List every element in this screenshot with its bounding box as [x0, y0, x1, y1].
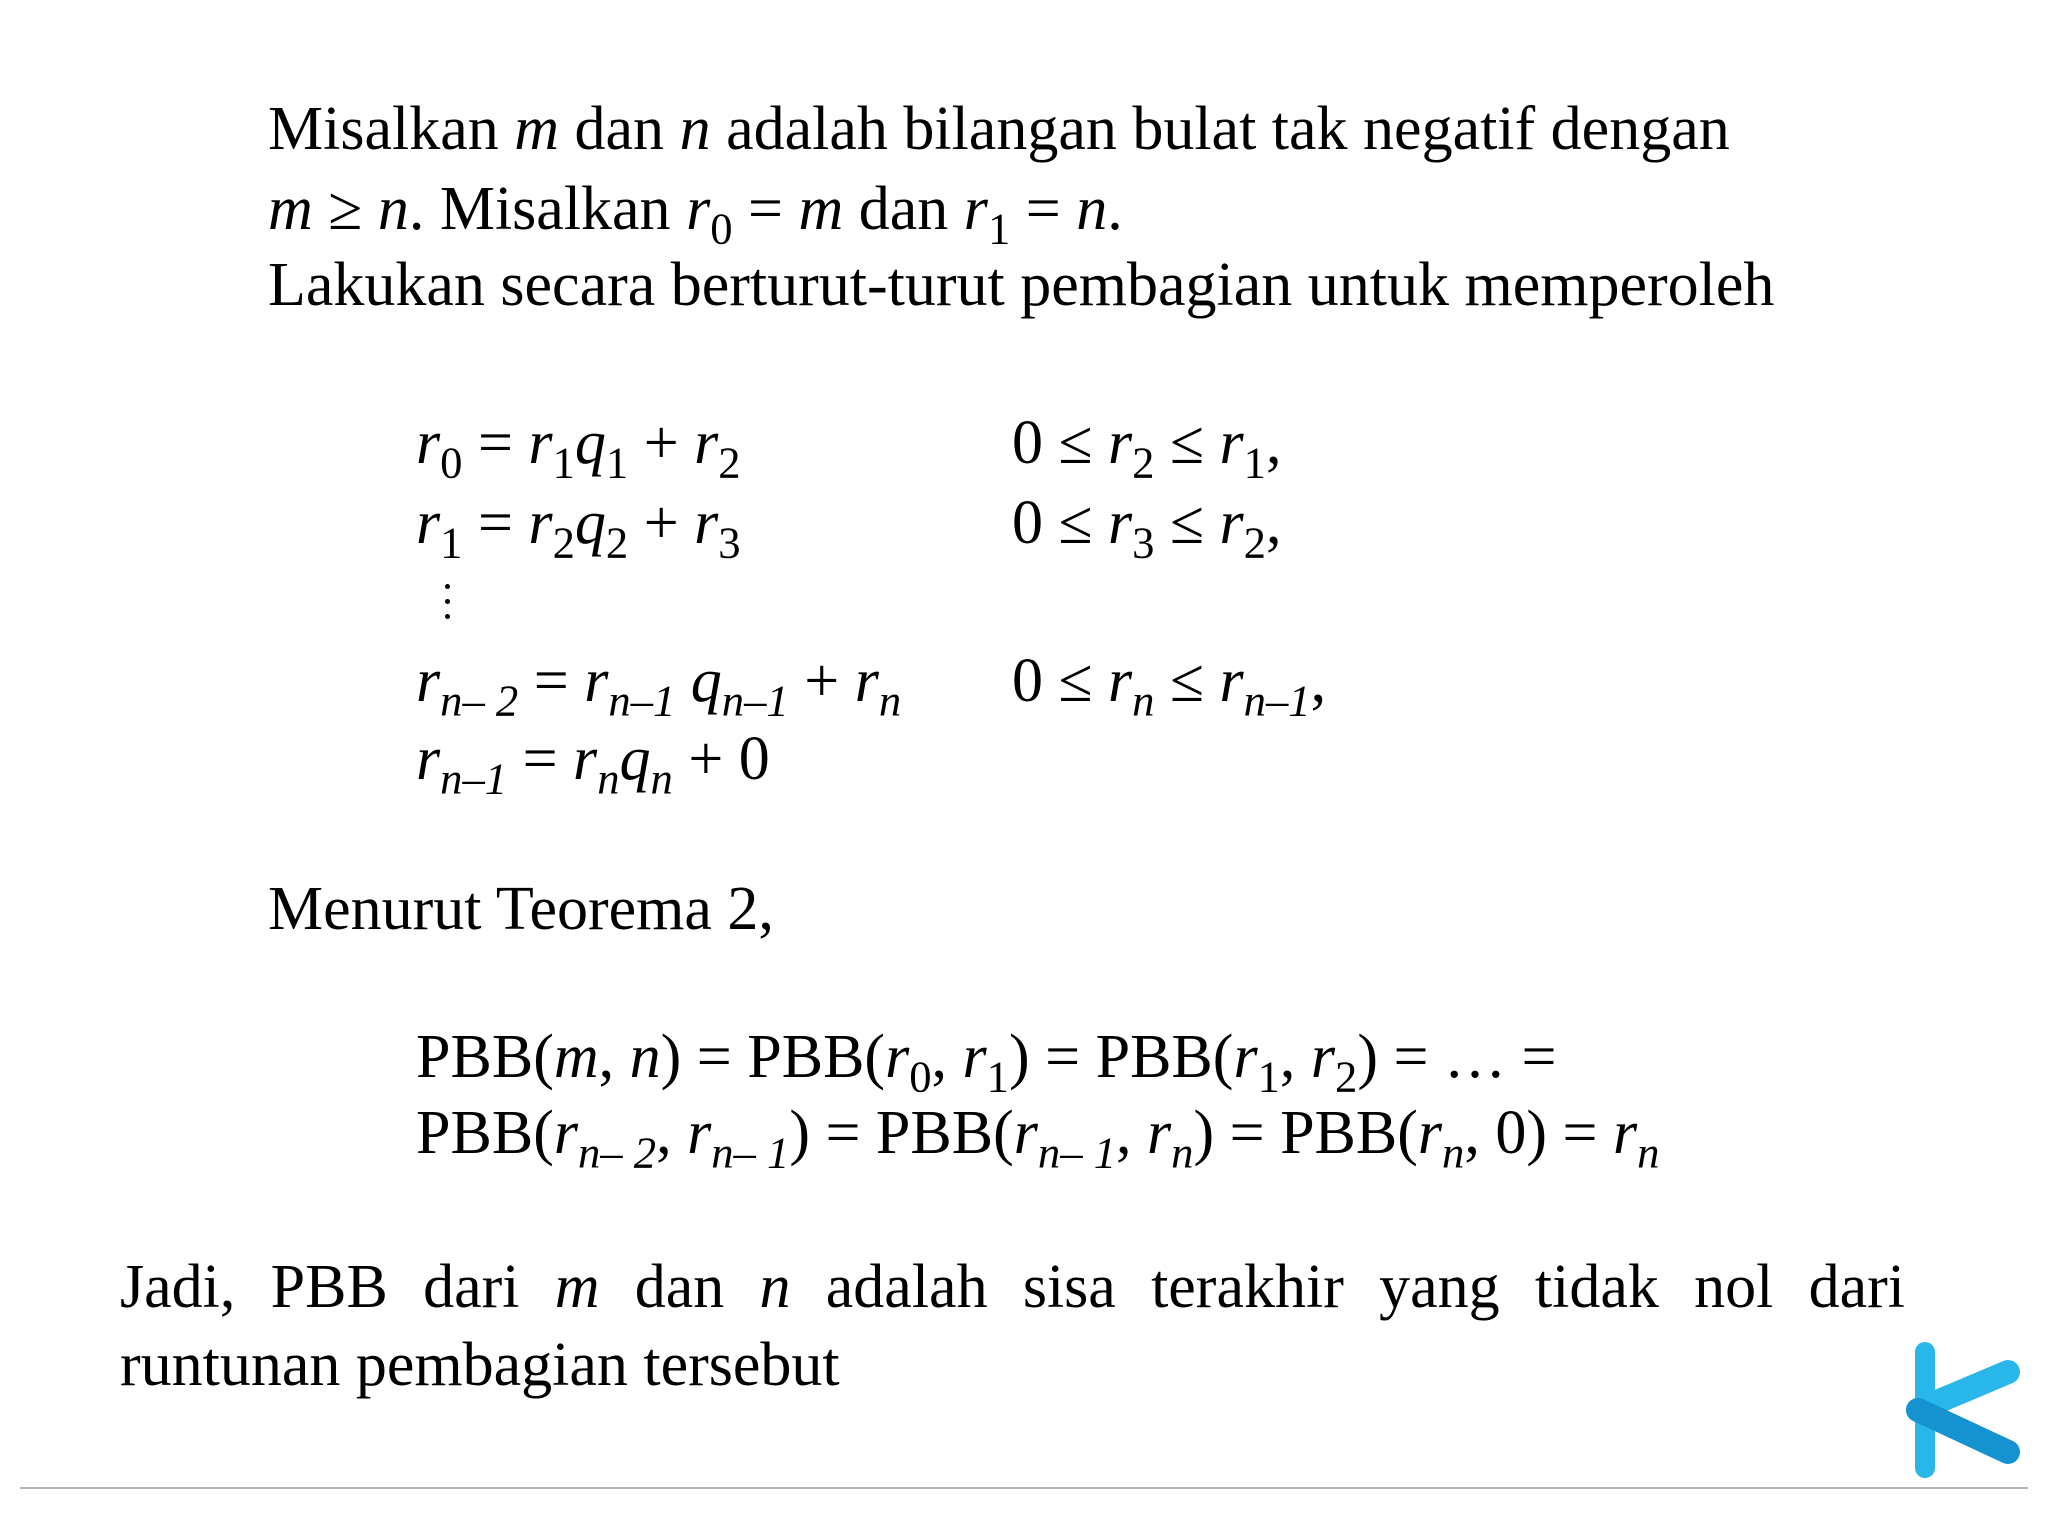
var-r: r	[885, 1023, 910, 1091]
word: yang	[1379, 1253, 1500, 1321]
subscript: n– 1	[1037, 1127, 1116, 1178]
word: sisa	[1022, 1253, 1116, 1321]
text: , 0) =	[1464, 1099, 1613, 1167]
text: 0 ≤	[1012, 409, 1109, 477]
var-r: r	[1219, 489, 1244, 557]
subscript: 1	[1257, 1051, 1280, 1102]
var-r: r	[1233, 1023, 1258, 1091]
text: ) = … =	[1357, 1023, 1557, 1091]
subscript: n	[1442, 1127, 1465, 1178]
equation-n-minus-1	[416, 725, 770, 804]
condition-n-minus-2	[1012, 647, 1327, 726]
condition-2	[1012, 489, 1282, 568]
var-r: r	[694, 409, 719, 477]
word: terakhir	[1151, 1253, 1344, 1321]
subscript: n	[1637, 1127, 1660, 1178]
word: dan	[634, 1253, 725, 1321]
conclusion-line-1	[120, 1248, 1905, 1326]
pbb-line-2	[416, 1099, 1660, 1178]
subscript: 2	[605, 517, 629, 568]
text: ,	[931, 1023, 963, 1091]
var-r: r	[553, 1099, 578, 1167]
text: ,	[1310, 647, 1327, 715]
equals: =	[462, 409, 529, 477]
subscript: n–1	[608, 675, 676, 726]
var-n: n	[629, 1023, 661, 1091]
subscript: 0	[909, 1051, 932, 1102]
leq-symbol: ≤	[1154, 647, 1220, 715]
condition-1	[1012, 409, 1282, 488]
var-r: r	[1219, 409, 1244, 477]
vertical-ellipsis	[438, 580, 458, 624]
var-r: r	[1108, 489, 1133, 557]
var-m: m	[553, 1023, 599, 1091]
subscript: 1	[552, 437, 575, 488]
conclusion	[120, 1248, 1905, 1404]
conclusion-line-2: runtunan pembagian tersebut	[120, 1331, 840, 1399]
subscript: n	[650, 753, 673, 804]
subscript: 1	[1243, 437, 1266, 488]
equation-n-minus-2	[416, 647, 902, 726]
var-m: m	[268, 175, 313, 243]
geq-symbol: ≥	[312, 175, 378, 243]
text: .	[1107, 175, 1123, 243]
zero: 0	[738, 725, 770, 793]
equation-2	[416, 489, 741, 568]
subscript: 1	[986, 1051, 1009, 1102]
subscript: n– 2	[577, 1127, 657, 1178]
equation-1	[416, 409, 741, 488]
text: Misalkan	[268, 95, 515, 163]
var-n: n	[1076, 175, 1108, 243]
word: nol	[1694, 1253, 1774, 1321]
var-n: n	[679, 95, 711, 163]
var-r: r	[1108, 647, 1133, 715]
pbb-line-1	[416, 1023, 1557, 1102]
text: PBB(	[416, 1023, 554, 1091]
subscript: n	[878, 675, 902, 726]
subscript: n	[597, 753, 620, 804]
intro-line-1	[268, 95, 1730, 163]
subscript: 2	[1335, 1051, 1358, 1102]
var-q: q	[574, 489, 606, 557]
var-r: r	[963, 175, 988, 243]
text: ,	[1279, 1023, 1311, 1091]
subscript: 0	[710, 203, 733, 254]
var-m: m	[514, 95, 560, 163]
subscript: 2	[552, 517, 575, 568]
text: ) = PBB(	[1193, 1099, 1418, 1167]
var-r: r	[528, 489, 553, 557]
plus: +	[628, 489, 695, 557]
var-m: m	[798, 175, 844, 243]
equals: =	[522, 725, 574, 793]
var-r: r	[686, 175, 711, 243]
leq-symbol: ≤	[1154, 489, 1220, 557]
subscript: 2	[718, 437, 741, 488]
word: dari	[1808, 1253, 1905, 1321]
var-r: r	[1612, 1099, 1638, 1167]
subscript: 1	[440, 517, 463, 568]
text: PBB(	[416, 1099, 554, 1167]
subscript: n–1	[440, 753, 508, 804]
var-r: r	[1219, 647, 1244, 715]
plus: +	[688, 725, 739, 793]
intro-line-3: Lakukan secara berturut-turut pembagian untuk memperoleh	[268, 251, 1775, 319]
subscript: 2	[1243, 517, 1266, 568]
var-q: q	[690, 647, 722, 715]
subscript: 3	[718, 517, 741, 568]
leq-symbol: ≤	[1154, 409, 1220, 477]
text: ) = PBB(	[660, 1023, 886, 1091]
subscript: n– 2	[440, 675, 519, 726]
word: tidak	[1534, 1253, 1659, 1321]
plus: +	[804, 647, 855, 715]
text: ,	[1265, 489, 1282, 557]
text: ,	[656, 1099, 688, 1167]
k-chevron-logo-icon	[1900, 1340, 2030, 1480]
var-r: r	[854, 647, 879, 715]
text: adalah bilangan bulat tak negatif dengan	[710, 95, 1730, 163]
text: 0 ≤	[1012, 647, 1109, 715]
subscript: 1	[987, 203, 1011, 254]
var-r: r	[1108, 409, 1133, 477]
intro-line-2	[268, 175, 1123, 254]
subscript: 2	[1132, 437, 1155, 488]
word: PBB	[270, 1253, 388, 1321]
var-r: r	[1310, 1023, 1336, 1091]
word: dari	[423, 1253, 520, 1321]
var-r: r	[416, 725, 441, 793]
bottom-divider	[20, 1487, 2028, 1489]
var-r: r	[1013, 1099, 1038, 1167]
text: ,	[1265, 409, 1282, 477]
var-r: r	[573, 725, 598, 793]
theorem-line: Menurut Teorema 2,	[268, 875, 774, 943]
var-q: q	[574, 409, 606, 477]
var-n: n	[377, 175, 409, 243]
var-r: r	[1417, 1099, 1443, 1167]
var-r: r	[687, 1099, 712, 1167]
plus: +	[628, 409, 695, 477]
text: . Misalkan	[408, 175, 687, 243]
text: dan	[843, 175, 964, 243]
var-r: r	[584, 647, 609, 715]
subscript: n–1	[721, 675, 789, 726]
var-r: r	[528, 409, 553, 477]
var-r: r	[694, 489, 719, 557]
var-r: r	[416, 409, 441, 477]
text: 0 ≤	[1012, 489, 1109, 557]
var-r: r	[416, 647, 441, 715]
word: adalah	[825, 1253, 988, 1321]
subscript: 3	[1132, 517, 1155, 568]
text: ,	[598, 1023, 630, 1091]
subscript: n	[1171, 1127, 1194, 1178]
subscript: 1	[605, 437, 629, 488]
equals: =	[1010, 175, 1077, 243]
equals: =	[732, 175, 799, 243]
var-r: r	[416, 489, 441, 557]
var-r: r	[1147, 1099, 1172, 1167]
text: ) = PBB(	[1008, 1023, 1234, 1091]
word: Jadi,	[120, 1253, 236, 1321]
var-q: q	[619, 725, 651, 793]
equals: =	[518, 647, 585, 715]
subscript: n–1	[1243, 675, 1311, 726]
var-m: m	[554, 1253, 600, 1321]
equals: =	[462, 489, 529, 557]
subscript: n	[1132, 675, 1155, 726]
subscript: 0	[440, 437, 463, 488]
text: ,	[1116, 1099, 1147, 1167]
var-n: n	[759, 1253, 791, 1321]
text: dan	[559, 95, 680, 163]
subscript: n– 1	[711, 1127, 790, 1178]
text: ) = PBB(	[789, 1099, 1014, 1167]
var-r: r	[962, 1023, 987, 1091]
